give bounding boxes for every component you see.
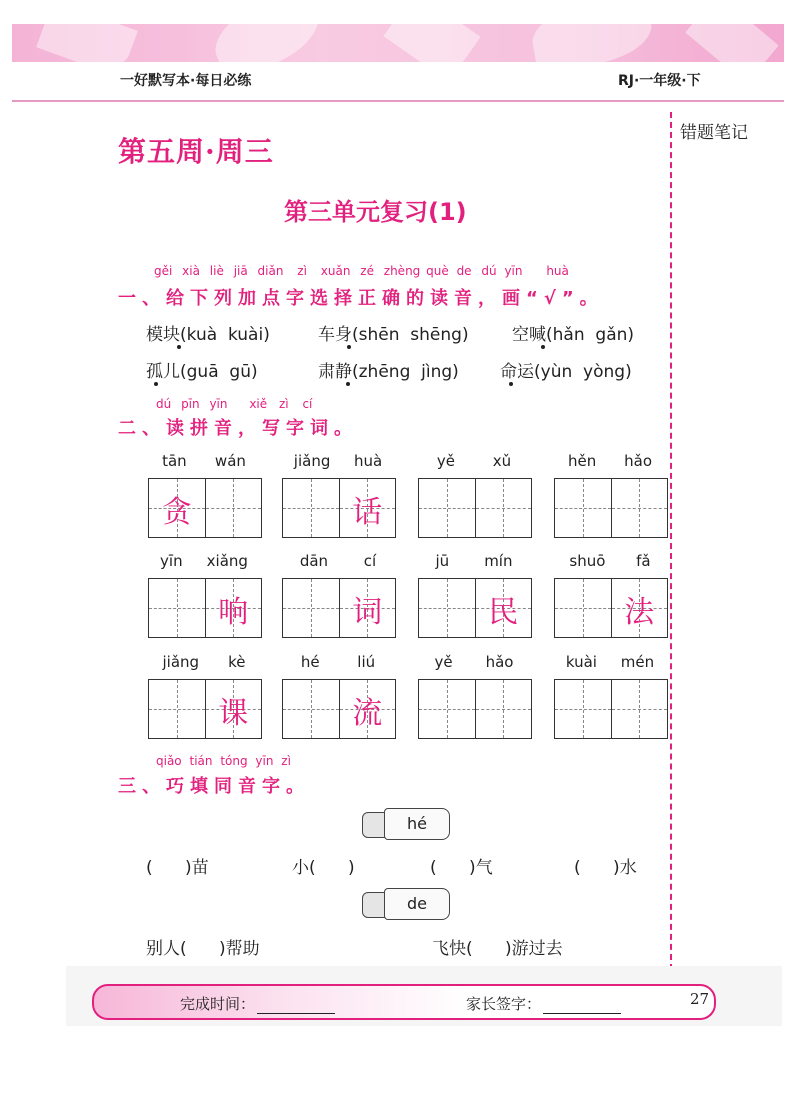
tianzige-box[interactable]: [148, 679, 262, 739]
tianzige-box[interactable]: [418, 679, 532, 739]
grid-pinyin: jū mín: [435, 552, 513, 570]
answer-char: 流: [352, 696, 383, 731]
tianzige-cell[interactable]: [555, 479, 611, 537]
completion-time: 完成时间：: [180, 993, 335, 1014]
tianzige-cell[interactable]: [475, 579, 532, 637]
unit-title: 第三单元复习(1): [284, 198, 467, 226]
tianzige-cell[interactable]: [149, 479, 205, 537]
section1-item: 孤儿(guā gū): [146, 362, 258, 382]
grid-pinyin: yīn xiǎng: [160, 552, 248, 570]
grid-pinyin: dān cí: [299, 552, 377, 570]
notes-divider: [670, 112, 672, 980]
header-book-title: 一好默写本·每日必练: [120, 73, 252, 89]
header-grade: RJ·一年级·下: [618, 73, 701, 89]
tianzige-box[interactable]: [418, 578, 532, 638]
fill-item: ( )苗: [146, 858, 209, 878]
grid-pinyin: shuō fǎ: [569, 552, 651, 570]
tianzige-cell[interactable]: [611, 579, 668, 637]
answer-char: 词: [352, 595, 383, 630]
emphasis-dot: [177, 345, 181, 349]
tianzige-cell[interactable]: [283, 579, 339, 637]
tianzige-cell[interactable]: [419, 579, 475, 637]
tianzige-box[interactable]: [418, 478, 532, 538]
tianzige-box[interactable]: [282, 578, 396, 638]
tianzige-cell[interactable]: [149, 579, 205, 637]
tianzige-cell[interactable]: [339, 479, 396, 537]
emphasis-dot: [347, 345, 351, 349]
grid-pinyin: jiǎng kè: [162, 653, 246, 671]
emphasis-dot: [346, 382, 350, 386]
parent-signature: 家长签字：: [466, 993, 621, 1014]
tianzige-cell[interactable]: [419, 479, 475, 537]
section1-pinyin: gěi xià liè jiā diǎn zì xuǎn zé zhèng què de dú yīn huà: [154, 264, 569, 278]
pinyin-bottle: de: [362, 888, 452, 920]
answer-char: 民: [488, 595, 519, 630]
grid-pinyin: yě hǎo: [434, 653, 514, 671]
tianzige-cell[interactable]: [475, 680, 532, 738]
tianzige-cell[interactable]: [283, 479, 339, 537]
grid-pinyin: jiǎng huà: [293, 452, 383, 470]
fill-item: ( )水: [574, 858, 637, 878]
tianzige-box[interactable]: [282, 478, 396, 538]
grid-pinyin: yě xǔ: [436, 452, 512, 470]
section1-item: 模块(kuà kuài): [146, 325, 270, 345]
emphasis-dot: [154, 382, 158, 386]
tianzige-box[interactable]: [148, 578, 262, 638]
tianzige-box[interactable]: [554, 679, 668, 739]
fill-item: 别人( )帮助: [146, 939, 260, 959]
tianzige-cell[interactable]: [611, 479, 668, 537]
grid-pinyin: tān wán: [162, 452, 246, 470]
section3-title: 三、巧填同音字。: [118, 776, 310, 797]
answer-char: 课: [218, 696, 249, 731]
tianzige-box[interactable]: [554, 578, 668, 638]
fill-item: 飞快( )游过去: [432, 939, 563, 959]
section1-item: 肃静(zhēng jìng): [318, 362, 459, 382]
section2-title: 二、读拼音，写字词。: [118, 418, 358, 439]
page-number: 27: [690, 990, 710, 1008]
parent-signature-line[interactable]: [543, 1013, 621, 1014]
answer-char: 响: [218, 595, 249, 630]
grid-pinyin: hé liú: [300, 653, 376, 671]
section2-pinyin: dú pīn yīn xiě zì cí: [156, 397, 313, 411]
tianzige-cell[interactable]: [475, 479, 532, 537]
grid-pinyin: kuài mén: [565, 653, 655, 671]
completion-time-line[interactable]: [257, 1013, 335, 1014]
fill-item: ( )气: [430, 858, 493, 878]
tianzige-cell[interactable]: [149, 680, 205, 738]
tianzige-cell[interactable]: [555, 680, 611, 738]
tianzige-cell[interactable]: [611, 680, 668, 738]
tianzige-cell[interactable]: [419, 680, 475, 738]
grid-pinyin: hěn hǎo: [567, 452, 653, 470]
tianzige-cell[interactable]: [205, 680, 262, 738]
section3-pinyin: qiǎo tián tóng yīn zì: [156, 754, 291, 768]
tianzige-cell[interactable]: [339, 579, 396, 637]
section1-title: 一、给下列加点字选择正确的读音，画“√”。: [118, 288, 604, 309]
section1-item: 命运(yùn yòng): [500, 362, 632, 382]
tianzige-box[interactable]: [554, 478, 668, 538]
tianzige-cell[interactable]: [555, 579, 611, 637]
section1-item: 空喊(hǎn gǎn): [512, 325, 635, 345]
tianzige-cell[interactable]: [205, 479, 262, 537]
notes-title: 错题笔记: [680, 123, 748, 143]
tianzige-cell[interactable]: [205, 579, 262, 637]
tianzige-cell[interactable]: [339, 680, 396, 738]
tianzige-box[interactable]: [148, 478, 262, 538]
pinyin-bottle: hé: [362, 808, 452, 840]
answer-char: 法: [624, 595, 655, 630]
tianzige-cell[interactable]: [283, 680, 339, 738]
emphasis-dot: [541, 345, 545, 349]
section1-item: 车身(shēn shēng): [318, 325, 469, 345]
week-title: 第五周·周三: [118, 135, 274, 168]
tianzige-box[interactable]: [282, 679, 396, 739]
fill-item: 小( ): [292, 858, 355, 878]
emphasis-dot: [509, 382, 513, 386]
answer-char: 话: [352, 495, 383, 530]
answer-char: 贪: [161, 495, 192, 530]
